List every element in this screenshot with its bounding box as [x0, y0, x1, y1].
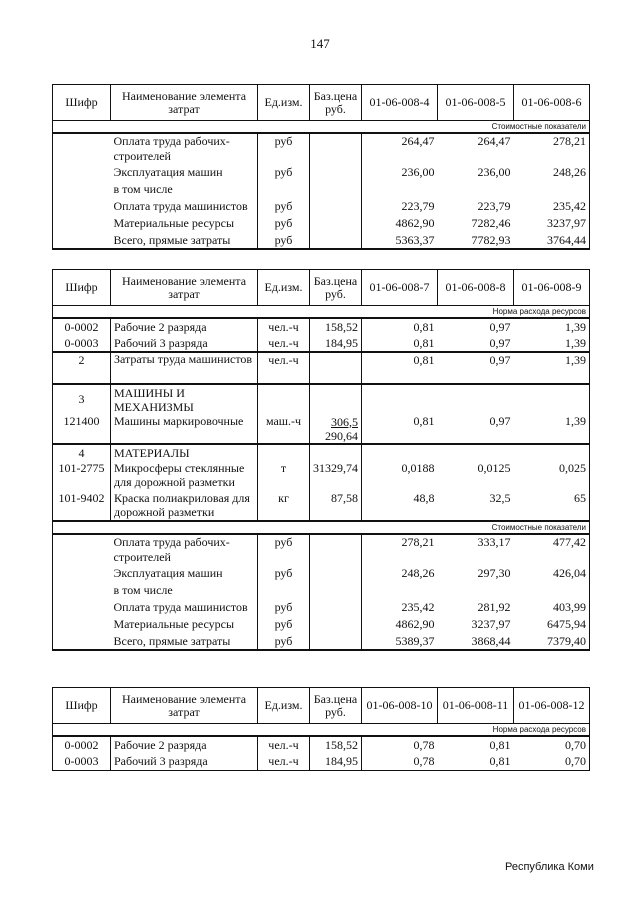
row-value: 0,97: [489, 335, 511, 350]
row-value: 0,70: [514, 753, 590, 770]
table-header: [53, 270, 590, 306]
row-unit: руб: [258, 133, 310, 164]
row-name: Рабочий 3 разряда: [111, 753, 258, 770]
row-code: 3: [53, 384, 111, 414]
table-row: [53, 164, 590, 181]
row-value: 264,47: [438, 133, 514, 164]
row-unit: руб: [258, 565, 310, 582]
row-value: 223,79: [477, 199, 511, 213]
row-value: 1,39: [514, 414, 590, 444]
row-name: Микросферы стеклянные для дорожной разметки: [111, 461, 258, 491]
table-row: [53, 414, 590, 444]
row-value: 0,0188: [401, 461, 435, 475]
subheader-label: Норма расхода ресурсов: [53, 306, 590, 319]
subheader-label: Стоимостные показатели: [53, 121, 590, 134]
row-value: 235,42: [514, 198, 590, 215]
row-name: МАТЕРИАЛЫ: [111, 444, 258, 461]
row-unit: кг: [258, 491, 310, 521]
row-code: 0-0003: [53, 753, 111, 770]
row-name: Рабочие 2 разряда: [111, 736, 258, 753]
col-rate: 01-06-008-7: [362, 270, 438, 306]
row-unit: руб: [258, 616, 310, 633]
row-value: 0,97: [489, 414, 511, 428]
row-value: 278,21: [362, 534, 438, 565]
row-price: [310, 414, 362, 444]
row-value: 264,47: [362, 133, 438, 164]
row-name: Материальные ресурсы: [111, 215, 258, 232]
table-row: [53, 335, 590, 352]
row-unit: руб: [258, 633, 310, 650]
row-value: 0,0125: [477, 461, 511, 475]
col-unit: Ед.изм.: [258, 85, 310, 121]
row-name: Эксплуатация машин: [111, 565, 258, 582]
page-number: 147: [310, 36, 330, 51]
row-value: 3764,44: [514, 232, 590, 249]
row-unit: т: [258, 461, 310, 491]
col-rate: 01-06-008-11: [438, 688, 514, 724]
row-value: 4862,90: [395, 617, 435, 631]
row-value: 1,39: [514, 335, 590, 352]
row-name: Эксплуатация машин: [111, 164, 258, 181]
subheader-row: [53, 724, 590, 737]
table-row: [53, 599, 590, 616]
row-unit: чел.-ч: [258, 352, 310, 384]
row-value: 4862,90: [395, 216, 435, 230]
row-value: 0,81: [413, 335, 435, 350]
row-unit: руб: [258, 198, 310, 215]
table-row: [53, 384, 590, 414]
row-value: 477,42: [514, 534, 590, 565]
row-value: 426,04: [514, 565, 590, 582]
row-value: 3237,97: [471, 617, 511, 631]
row-name: МАШИНЫ И МЕХАНИЗМЫ: [111, 384, 258, 414]
col-rate: 01-06-008-10: [362, 688, 438, 724]
row-value: 0,97: [438, 318, 514, 335]
row-name: Краска полиакриловая для дорожной разметки: [111, 491, 258, 521]
subheader-row: [53, 306, 590, 319]
row-value: 223,79: [401, 199, 435, 213]
table-row: [53, 491, 590, 521]
table-row: [53, 616, 590, 633]
row-value: 0,81: [362, 352, 438, 384]
row-value: 65: [514, 491, 590, 521]
row-value: 0,025: [514, 461, 590, 491]
col-unit: Ед.изм.: [258, 270, 310, 306]
col-rate: 01-06-008-5: [438, 85, 514, 121]
row-name: в том числе: [111, 181, 258, 198]
row-value: 333,17: [438, 534, 514, 565]
row-price: 184,95: [310, 753, 362, 770]
row-unit: чел.-ч: [258, 736, 310, 753]
row-code: 0-0002: [53, 736, 111, 753]
row-value: 3237,97: [514, 215, 590, 232]
row-value: 236,00: [477, 165, 511, 179]
row-value: 0,78: [362, 753, 438, 770]
table-row: [53, 534, 590, 565]
row-value: 3868,44: [438, 633, 514, 650]
row-code: 101-9402: [53, 491, 111, 521]
col-rate: 01-06-008-12: [514, 688, 590, 724]
row-unit: чел.-ч: [258, 318, 310, 335]
row-value: 248,26: [401, 566, 435, 580]
table-row: [53, 352, 590, 384]
row-price: 87,58: [310, 491, 362, 521]
row-price: 31329,74: [310, 461, 362, 491]
col-code: Шифр: [53, 270, 111, 306]
row-price-bottom: 290,64: [325, 428, 358, 443]
table-row: [53, 633, 590, 650]
row-value: 0,78: [362, 736, 438, 753]
row-price: 158,52: [310, 318, 362, 335]
subheader-label: Стоимостные показатели: [53, 521, 590, 534]
table-row: [53, 198, 590, 215]
col-price: Баз.цена руб.: [310, 85, 362, 121]
resource-table-2: [52, 269, 590, 651]
table-row: [53, 582, 590, 599]
table-row: [53, 444, 590, 461]
row-unit: чел.-ч: [258, 753, 310, 770]
table-row: [53, 753, 590, 770]
row-name: Оплата труда рабочих-строителей: [111, 133, 258, 164]
row-unit: чел.-ч: [258, 335, 310, 352]
cost-table-1: [52, 84, 590, 250]
row-value: 0,81: [413, 414, 435, 428]
row-code: 101-2775: [53, 461, 111, 491]
row-value: 32,5: [489, 491, 511, 505]
col-name: Наименование элемента затрат: [111, 270, 258, 306]
row-code: 121400: [53, 414, 111, 444]
col-price: Баз.цена руб.: [310, 688, 362, 724]
col-price: Баз.цена руб.: [310, 270, 362, 306]
table-header: [53, 85, 590, 121]
row-value: 0,81: [438, 736, 514, 753]
row-price: 184,95: [310, 335, 362, 352]
col-rate: 01-06-008-6: [514, 85, 590, 121]
row-name: Всего, прямые затраты: [111, 232, 258, 249]
row-value: 6475,94: [514, 616, 590, 633]
row-name: Оплата труда машинистов: [111, 198, 258, 215]
col-unit: Ед.изм.: [258, 688, 310, 724]
row-value: 7782,93: [438, 232, 514, 249]
row-code: 2: [53, 352, 111, 384]
row-name: Затраты труда машинистов: [111, 352, 258, 384]
col-name: Наименование элемента затрат: [111, 85, 258, 121]
row-value: 7379,40: [514, 633, 590, 650]
page-footer: Республика Коми: [505, 861, 594, 873]
row-value: 1,39: [514, 352, 590, 384]
row-value: 297,30: [477, 566, 511, 580]
resource-table-3: [52, 687, 590, 771]
row-name: Всего, прямые затраты: [111, 633, 258, 650]
table-row: [53, 232, 590, 249]
row-unit: руб: [258, 164, 310, 181]
row-unit: руб: [258, 232, 310, 249]
row-value: 1,39: [514, 318, 590, 335]
row-unit: руб: [258, 599, 310, 616]
table-header: [53, 688, 590, 724]
row-value: 5389,37: [362, 633, 438, 650]
row-name: Машины маркировочные: [111, 414, 258, 444]
row-name: Рабочий 3 разряда: [111, 335, 258, 352]
row-value: 281,92: [477, 600, 511, 614]
row-value: 7282,46: [471, 216, 511, 230]
col-rate: 01-06-008-9: [514, 270, 590, 306]
row-value: 248,26: [514, 164, 590, 181]
row-unit: маш.-ч: [258, 414, 310, 444]
row-price-top: 306,5: [331, 414, 358, 429]
row-value: 0,97: [438, 352, 514, 384]
table-row: [53, 565, 590, 582]
row-value: 5363,37: [362, 232, 438, 249]
row-price: 158,52: [310, 736, 362, 753]
row-value: 48,8: [413, 491, 435, 505]
col-name: Наименование элемента затрат: [111, 688, 258, 724]
row-value: 278,21: [514, 133, 590, 164]
row-name: Оплата труда рабочих-строителей: [111, 534, 258, 565]
row-name: Оплата труда машинистов: [111, 599, 258, 616]
subheader-label: Норма расхода ресурсов: [53, 724, 590, 737]
row-name: в том числе: [111, 582, 258, 599]
col-code: Шифр: [53, 85, 111, 121]
table-row: [53, 133, 590, 164]
row-name: Материальные ресурсы: [111, 616, 258, 633]
row-value: 236,00: [401, 165, 435, 179]
row-name: Рабочие 2 разряда: [111, 318, 258, 335]
row-value: 0,81: [438, 753, 514, 770]
row-code: 0-0003: [53, 335, 111, 352]
subheader-row: [53, 121, 590, 134]
row-code: 4: [53, 444, 111, 461]
row-unit: руб: [258, 534, 310, 565]
table-row: [53, 461, 590, 491]
col-code: Шифр: [53, 688, 111, 724]
row-value: 0,81: [362, 318, 438, 335]
row-value: 235,42: [401, 600, 435, 614]
col-rate: 01-06-008-4: [362, 85, 438, 121]
subheader-row: [53, 521, 590, 534]
row-value: 403,99: [514, 599, 590, 616]
row-code: 0-0002: [53, 318, 111, 335]
row-value: 0,70: [514, 736, 590, 753]
table-row: [53, 736, 590, 753]
row-unit: руб: [258, 215, 310, 232]
col-rate: 01-06-008-8: [438, 270, 514, 306]
table-row: [53, 181, 590, 198]
table-row: [53, 318, 590, 335]
table-row: [53, 215, 590, 232]
